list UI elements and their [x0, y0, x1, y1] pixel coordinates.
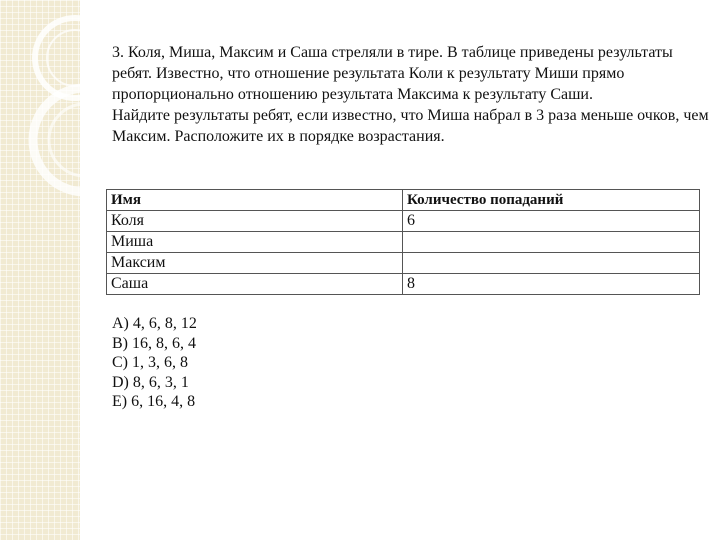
answer-option-a: A) 4, 6, 8, 12: [112, 315, 197, 332]
row-name: Саша: [107, 274, 403, 295]
row-hits: [403, 232, 700, 253]
decorative-arcs: [0, 0, 80, 540]
row-name: Максим: [107, 253, 403, 274]
row-hits: [403, 253, 700, 274]
question-paragraph-1: 3. Коля, Миша, Максим и Саша стреляли в тире. В таблице приведены результаты ребят. Известно, что отношение результата Коли к результату Миши прямо пропорционально отношению результата Максима к результату Саши.: [112, 44, 673, 103]
results-table: [106, 189, 700, 295]
header-name: Имя: [107, 190, 403, 211]
answer-option-d: D) 8, 6, 3, 1: [112, 373, 189, 391]
table-row: [107, 232, 700, 253]
answer-option-e: E) 6, 16, 4, 8: [112, 393, 196, 410]
question-text: [112, 42, 712, 147]
decorative-side-band: [0, 0, 80, 540]
row-hits: 6: [403, 211, 700, 232]
row-name: Миша: [107, 232, 403, 253]
row-hits: 8: [403, 274, 700, 295]
answer-option-b: B) 16, 8, 6, 4: [112, 334, 196, 352]
header-hits: Количество попаданий: [403, 190, 700, 211]
question-paragraph-2: Найдите результаты ребят, если известно, что Миша набрал в 3 раза меньше очков, чем Максим. Расположите их в порядке возрастания.: [112, 107, 709, 145]
table-row: [107, 274, 700, 295]
table-row: [107, 253, 700, 274]
table-row: [107, 211, 700, 232]
answer-options: [112, 314, 197, 412]
table-header-row: [107, 190, 700, 211]
answer-option-c: C) 1, 3, 6, 8: [112, 354, 188, 371]
row-name: Коля: [107, 211, 403, 232]
